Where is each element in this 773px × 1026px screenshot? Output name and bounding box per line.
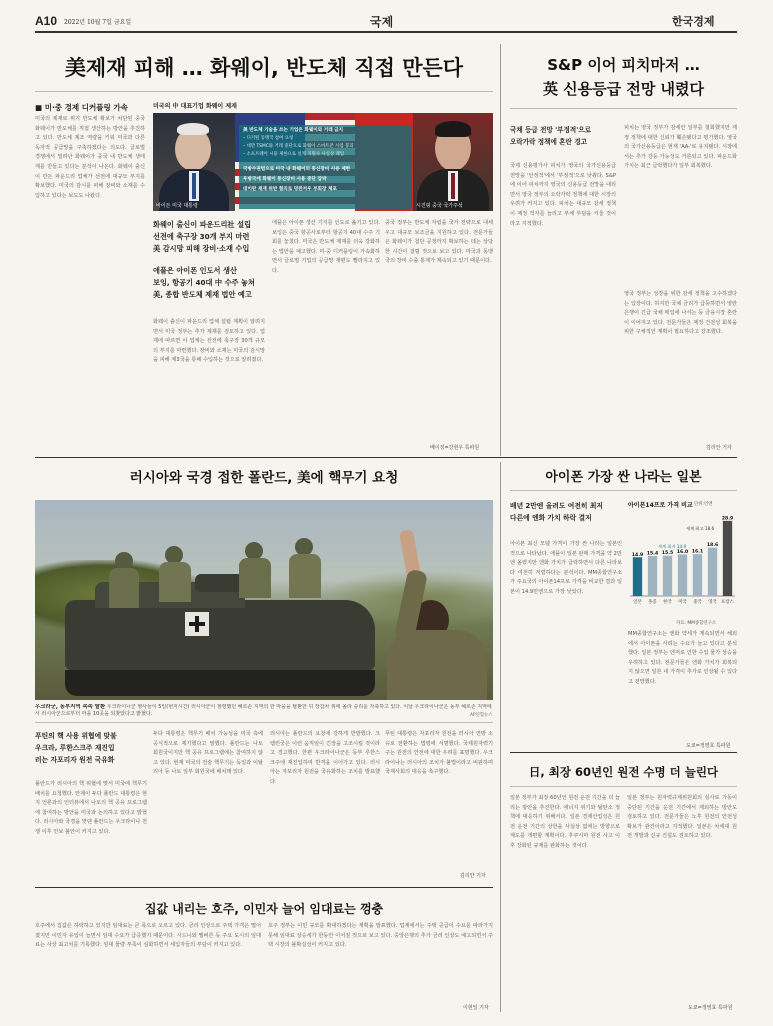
lead-deck-line: 선전에 축구장 30개 부지 마련 (153, 232, 250, 241)
chart-category-label: 영국 (708, 600, 717, 605)
sp-deck-line: 국채 등급 전망 '부정적'으로 (510, 126, 591, 134)
lead-deck2-line: 美, 종합 반도체 제재 법안 예고 (153, 290, 252, 299)
chart-value-label: 28.9 (721, 516, 734, 522)
australia-byline: 이현일 기자 (463, 1005, 489, 1011)
nuclear-body-col1: 일본 정부가 최장 60년인 원전 운전 기간을 더 늘리는 방안을 추진한다. 에너지 위기와 탈탄소 정책에 대응하기 위해서다. 일본 경제산업성은 원전 운전 기간의 상한을 사실상 없애는 방향으로 제도를 개편할 계획이다. 후쿠시마 원전 사고 이후 강화된 규제를 완화하는 것이다. (510, 795, 620, 849)
sp-deck (510, 124, 591, 148)
graphic-item: 국방수권법으로 미국 내 화웨이의 통신장비 사용 제한 (243, 167, 351, 172)
section-name: 국제 (370, 15, 394, 29)
lead-deck2-line: 보잉, 항공기 40대 中 수주 놓쳐 (153, 278, 255, 287)
sp-headline-rule (510, 108, 737, 109)
chart-value-label: 15.4 (646, 551, 659, 557)
chart-annotation: 세계 최저 14.9 (658, 544, 687, 549)
sp-body-col2: 피치는 영국 정부가 감세안 일부를 철회했지만 재정 정책에 대한 신뢰가 훼손됐다고 평가했다. 영국의 국가신용등급은 현재 'AA-'로 유지됐다. 시장에서는 추가 강등 가능성도 거론되고 있다. 파운드화 가치는 최근 급락했다가 일부 회복했다. (624, 125, 737, 170)
graphic-title: 미국의 中 대표기업 화웨이 제재 (153, 103, 237, 110)
chart-bar (633, 557, 642, 596)
sp-byline: 김리안 기자 (706, 445, 732, 451)
iphone-deck (510, 500, 622, 524)
poland-body-col4: 푸틴 대통령은 자포리자 원전을 러시아 연방 소유로 전환하는 법령에 서명했다. 국제원자력기구는 원전의 안전에 대한 우려를 표명했다. 우크라이나는 러시아의 조치가 불법이라고 비판하며 국제사회의 대응을 촉구했다. (385, 731, 493, 776)
poland-deck (35, 730, 147, 766)
iphone-headline: 아이폰 가장 싼 나라는 일본 (545, 470, 702, 485)
xi-caption: 시진핑 중국 국가주석 (416, 203, 463, 209)
iphone-deck-line: 배년 2만엔 올려도 여전히 최저 (510, 502, 603, 510)
lead-body-col3: 애플은 아이폰 생산 기지를 인도로 옮기고 있다. 보잉은 중국 항공사로부터 항공기 40대 수주 기회를 놓쳤다. 미국은 반도체 제재를 더욱 강화하는 법안을 예고했다. 미·중 디커플링이 가속화하면서 글로벌 기업의 공급망 재편도 빨라지고 있다. (272, 220, 380, 274)
chart-category-label: 미국 (678, 600, 687, 605)
iphone-deck-line: 다른에 엔화 가치 하락 결저 (510, 514, 592, 522)
poland-deck-line: 러는 자포리자 원전 국유화 (35, 756, 115, 764)
lead-deck (153, 219, 265, 255)
lead-kicker: ■ 미·중 경제 디커플링 가속 (35, 103, 128, 112)
lead-graphic (153, 101, 493, 211)
graphic-list (243, 127, 409, 195)
lead-col-divider (500, 44, 501, 456)
chart-bar (648, 556, 657, 596)
poland-caption-text: 우크라이나군 병사들이 5일(현지시간) 러시아군이 점령했던 헤르손 지역의 한 마을을 탈환한 뒤 장갑차 위에 올라 승리를 자축하고 있다. 이날 우크라이나군은 동부 헤르손 지역에서 러시아군으로부터 마을 10곳을 되찾았다고 밝혔다. (35, 704, 492, 717)
nuclear-body-col2: 일본 정부는 원자력규제위원회의 심사로 가동이 중단된 기간을 운전 기간에서 제외하는 방안도 검토하고 있다. 전문가들은 노후 원전의 안전성 확보가 관건이라고 지적했다. 일본은 차세대 원전 개발과 신규 건설도 검토하고 있다. (627, 795, 737, 840)
iphone-body-col1: 아이폰 최신 모델 가격이 가장 싼 나라는 일본인 것으로 나타났다. 애플이 일본 판매 가격을 약 2만엔 올렸지만 엔화 가치가 급락하면서 다른 나라보다 여전히 저렴하다는 분석이다. MM종합연구소가 주요국의 아이폰14프로 가격을 비교한 결과 일본이 14.9만엔으로 가장 낮았다. (510, 541, 622, 595)
sp-headline-1: S&P 이어 피치마저 … (547, 56, 700, 74)
graphic-item: – 디지털 동맹국 참여 요청 (243, 136, 294, 141)
chart-bar (723, 521, 732, 596)
nuclear-headline: 日, 최장 60년인 원전 수명 더 늘린다 (528, 765, 719, 779)
poland-deck-line: 푸틴의 핵 사용 위협에 맞불 (35, 732, 117, 740)
chart-source: 자료: MM종합연구소 (676, 621, 717, 626)
lead-headline-rule (35, 91, 493, 92)
masthead (0, 0, 773, 40)
lead-deck-line: 美 감시망 피해 장비·소재 수입 (153, 244, 250, 253)
poland-byline: 김리안 기자 (460, 873, 486, 879)
chart-category-label: 프랑스 (721, 600, 734, 605)
chart-title: 아이폰14프로 가격 비교 (628, 502, 693, 509)
chart-bar (693, 554, 702, 596)
poland-headline: 러시아와 국경 접한 폴란드, 美에 핵무기 요청 (129, 470, 399, 486)
poland-body-col1: 폴란드가 러시아의 핵 위협에 맞서 미국에 핵무기 배치를 요청했다. 안제이 두다 폴란드 대통령은 현지 언론과의 인터뷰에서 나토의 핵 공유 프로그램에 참여하는 방안을 미국과 논의하고 있다고 밝혔다. 러시아와 국경을 맞댄 폴란드는 우크라이나 전쟁 이후 안보 불안이 커지고 있다. (35, 781, 147, 835)
section-rule-2 (35, 887, 493, 888)
section-rule-1 (35, 457, 737, 458)
graphic-item: 대이란 제재 위반 혐의로 멍완저우 부회장 체포 (243, 187, 337, 192)
flags-band (235, 113, 413, 211)
iphone-body-col2: MM종합연구소는 엔화 약세가 계속되면서 해외에서 아이폰을 사려는 수요가 늘고 있다고 분석했다. 일본 정부는 엔저로 인한 수입 물가 상승을 우려하고 있다. 전문가들은 엔화 가치가 회복되지 않으면 일본 내 가격이 추가로 인상될 수 있다고 전망했다. (628, 631, 737, 685)
poland-deck-line: 우크라, 루한스크주 재진입 (35, 744, 115, 752)
chart-plot (628, 508, 737, 616)
iphone-byline: 도쿄=정영효 특파원 (686, 743, 731, 749)
chart-value-label: 16.0 (676, 549, 689, 555)
poland-photo (35, 500, 493, 700)
nuclear-headline-rule (510, 786, 737, 787)
section-rule-3 (510, 752, 737, 753)
paper-name: 한국경제 (672, 15, 715, 28)
graphic-item: 우방국에 화웨이 통신장비 사용 중단 압박 (243, 177, 327, 182)
lower-col-divider (500, 462, 501, 1012)
chart-unit: 단위:만엔 (694, 502, 713, 507)
chart-bar (708, 548, 717, 596)
chart-bar (663, 556, 672, 596)
poland-caption-title: 우크라군, 동부지역 속속 탈환 (35, 704, 106, 710)
australia-body-col1: 호주에서 집값은 하락하고 있지만 임대료는 큰 폭으로 오르고 있다. 금리 인상으로 주택 가격은 떨어졌지만 이민자 유입이 늘면서 임대 수요가 급증했기 때문이다. 시드니와 멜버른 등 주요 도시의 임대료는 사상 최고치를 기록했다. 임대 물량 부족이 심화하면서 세입자들의 부담이 커지고 있다. (35, 923, 261, 949)
poland-photo-credit: AP연합뉴스 (470, 713, 493, 718)
xi-portrait (413, 113, 493, 211)
australia-headline: 집값 내리는 호주, 이민자 늘어 임대료는 껑충 (144, 902, 384, 916)
page-number: A10 (35, 14, 58, 28)
graphic-item: – 대만 TSMC와 거래 중단으로 화웨이 스마트폰 사업 붕괴 (243, 144, 354, 149)
lead-deck2 (153, 265, 265, 301)
chart-category-label: 홍콩 (648, 600, 657, 605)
iphone-price-chart (628, 500, 737, 616)
chart-value-label: 14.9 (631, 552, 644, 558)
biden-caption: 바이든 미국 대통령 (156, 203, 198, 209)
poland-caption (35, 704, 493, 718)
lead-headline: 美제재 피해 … 화웨이, 반도체 직접 만든다 (64, 56, 464, 80)
iphone-headline-rule (510, 490, 737, 491)
lead-deck2-line: 애플은 아이폰 인도서 생산 (153, 266, 237, 275)
sp-deck-line: 오락가락 정책에 혼란 경고 (510, 138, 587, 146)
biden-portrait (153, 113, 235, 211)
sp-body-col3: 영국 정부는 성장을 위한 감세 정책을 고수하겠다는 입장이다. 하지만 국채 금리가 급등하면서 영란은행이 긴급 국채 매입에 나서는 등 금융시장 혼란이 이어지고 있다. 전문가들은 재정 건전성 회복을 위한 구체적인 계획이 필요하다고 강조했다. (624, 291, 737, 336)
masthead-rule (35, 31, 737, 33)
chart-value-label: 16.1 (691, 549, 704, 555)
lead-body-col4: 중국 정부는 반도체 자립을 국가 전략으로 내세우고 대규모 보조금을 지원하고 있다. 전문가들은 화웨이가 첨단 공정까지 확보하는 데는 상당한 시간이 걸릴 것으로 보고 있다. 미국과 동맹국의 장비 수출 통제가 계속되고 있기 때문이다. (385, 220, 493, 265)
chart-value-label: 15.5 (661, 551, 674, 557)
sp-headline-2: 英 신용등급 전망 내렸다 (542, 80, 705, 98)
chart-annotation: 세계 최고 18.6 (686, 526, 715, 531)
sp-body-col1: 국제 신용평가사 피치가 영국의 국가신용등급 전망을 '안정적'에서 '부정적'으로 낮췄다. S&P에 이어 피치까지 영국의 신용등급 전망을 내리면서 영국 정부의 오락가락 정책에 대한 시장의 우려가 커지고 있다. 피치는 대규모 감세 정책이 재정 적자를 늘리고 부채 부담을 키울 것이라고 지적했다. (510, 163, 616, 227)
lead-body-col2: 화웨이 출신이 파운드리 업체 설립 계획이 알려지면서 미국 정부는 추가 제재를 검토하고 있다. 업계에 따르면 이 업체는 선전에 축구장 30개 규모의 부지를 마련했다. 장비와 소재는 미국의 감시망을 피해 제3국을 통해 수입하는 것으로 알려졌다. (153, 319, 265, 364)
lead-byline: 베이징=강현우 특파원 (430, 445, 480, 451)
issue-date: 2022년 10월 7일 금요일 (64, 19, 132, 26)
nuclear-byline: 도쿄=정영효 특파원 (688, 1005, 733, 1011)
chart-value-label: 18.6 (706, 543, 719, 549)
lead-deck-line: 화웨이 출신이 파운드리社 설립 (153, 220, 252, 229)
chart-category-label: 한국 (663, 600, 672, 605)
poland-body-col2: 두다 대통령은 핵무기 배치 가능성을 미국 측에 공식적으로 제기했다고 말했다. 폴란드는 나토 회원국이지만 핵 공유 프로그램에는 참여하지 않고 있다. 현재 미국의 전술 핵무기는 독일과 이탈리아 등 나토 일부 회원국에 배치돼 있다. (153, 731, 263, 776)
graphic-item: 美 반도체 기술을 쓰는 기업은 화웨이와 거래 금지 (243, 128, 344, 133)
lead-body-col1: 미국의 제재로 위기 반도체 확보가 차단된 중국 화웨이가 반도체를 직접 생산하는 방안을 추진하고 있다. 반도체 제조 역량을 키워 미국과 다른 독자적 공급망을 구축하겠다는 의도다. 글로벌 경쟁에서 밀려난 화웨이가 중국 내 반도체 생태계를 만들고 있다는 분석이 나온다. 화웨이 출신이 만든 파운드리 업체가 선전에 대규모 부지를 확보했다. 미국의 감시를 피해 장비와 소재를 수입하고 있다는 보도도 나왔다. (35, 116, 145, 199)
graphic-item: – 소프트웨어 시용 제한으로 설계 지원사 사실상 폐업 (243, 152, 345, 157)
australia-body-col2: 호주 정부는 이민 규모를 확대하겠다는 계획을 발표했다. 업계에서는 주택 공급이 수요를 따라가지 못해 임대료 상승세가 한동안 이어질 것으로 보고 있다. 중앙은행의 추가 금리 인상도 예고되면서 주택 시장의 불확실성이 커지고 있다. (268, 923, 493, 949)
chart-category-label: 일본 (633, 600, 642, 605)
poland-body-col3: 러시아는 폴란드의 요청에 강하게 반발했다. 크렘린궁은 이런 움직임이 긴장을 고조시킬 것이라고 경고했다. 한편 우크라이나군은 동부 루한스크주에 재진입하며 반격을 이어가고 있다. 러시아는 자포리자 원전을 국유화하는 조치를 발표했다. (270, 731, 380, 785)
chart-bar (678, 554, 687, 596)
poland-photo-rule (35, 722, 493, 723)
chart-category-label: 중국 (693, 600, 702, 605)
